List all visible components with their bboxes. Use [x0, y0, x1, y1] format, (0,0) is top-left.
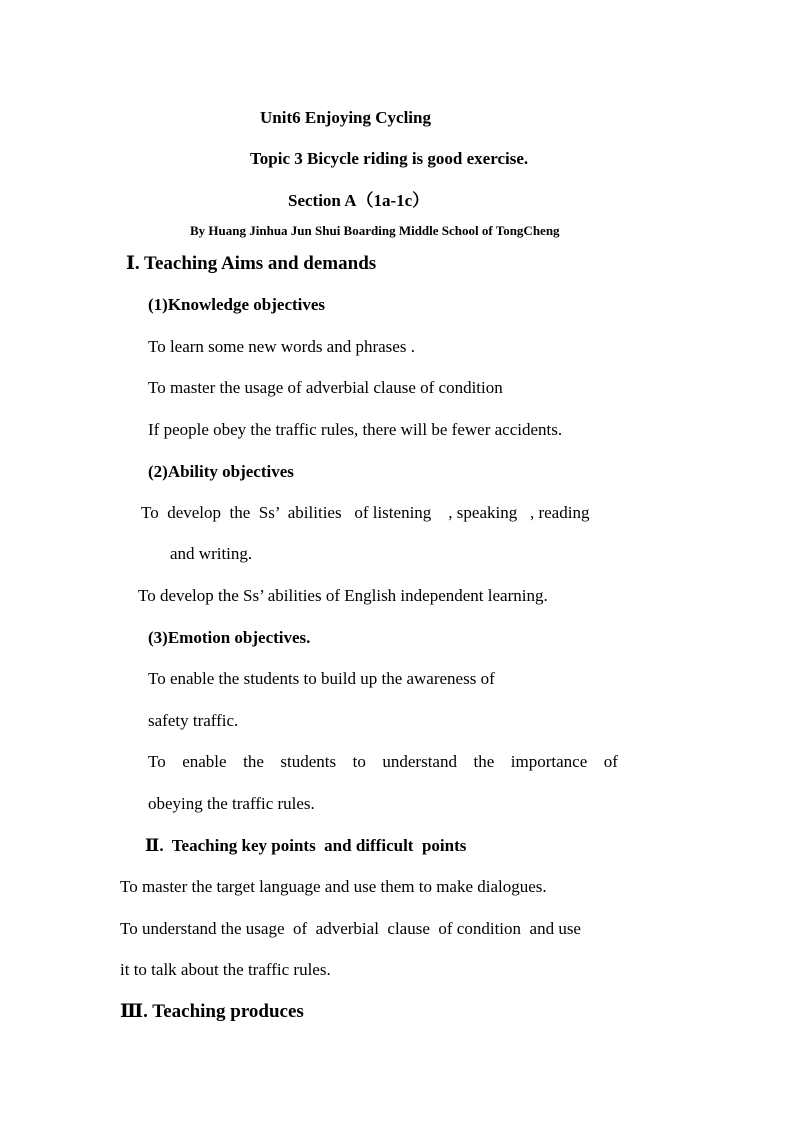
emotion-objectives-heading: (3)Emotion objectives.	[148, 628, 311, 647]
word: the	[243, 752, 264, 771]
emotion-item-1-line-1: To enable the students to build up the awareness of	[148, 669, 495, 688]
section-title: Section A（1a-1c）	[288, 191, 430, 210]
emotion-item-2-line-1	[148, 753, 618, 770]
ability-item-1-line-2: and writing.	[170, 544, 253, 563]
author-byline: By Huang Jinhua Jun Shui Boarding Middle School of TongCheng	[190, 223, 560, 238]
emotion-item-1-line-2: safety traffic.	[148, 711, 239, 730]
knowledge-item-1: To learn some new words and phrases .	[148, 337, 415, 356]
topic-title: Topic 3 Bicycle riding is good exercise.	[250, 149, 529, 168]
unit-title: Unit6 Enjoying Cycling	[260, 108, 431, 127]
word: to	[352, 752, 366, 771]
knowledge-item-3: If people obey the traffic rules, there will be fewer accidents.	[148, 420, 563, 439]
part2-item-1: To master the target language and use them to make dialogues.	[120, 877, 547, 896]
part2-heading: Ⅱ. Teaching key points and difficult points	[145, 836, 467, 855]
word: importance	[510, 752, 588, 771]
word: To	[148, 752, 166, 771]
word: enable	[182, 752, 227, 771]
part2-item-2-line-2: it to talk about the traffic rules.	[120, 960, 331, 979]
emotion-item-2-line-2: obeying the traffic rules.	[148, 794, 315, 813]
ability-item-1-line-1: To develop the Ss’ abilities of listening , speaking , reading	[141, 503, 590, 522]
word: students	[280, 752, 337, 771]
word: the	[473, 752, 495, 771]
part1-heading: Ⅰ. Teaching Aims and demands	[126, 253, 377, 274]
knowledge-objectives-heading: (1)Knowledge objectives	[148, 295, 326, 314]
part3-heading: Ⅲ. Teaching produces	[120, 1001, 304, 1022]
word: of	[603, 752, 618, 771]
ability-item-2: To develop the Ss’ abilities of English independent learning.	[138, 586, 548, 605]
knowledge-item-2: To master the usage of adverbial clause of condition	[148, 378, 503, 397]
word: understand	[382, 752, 457, 771]
part2-item-2-line-1: To understand the usage of adverbial clause of condition and use	[120, 919, 581, 938]
ability-objectives-heading: (2)Ability objectives	[148, 462, 294, 481]
